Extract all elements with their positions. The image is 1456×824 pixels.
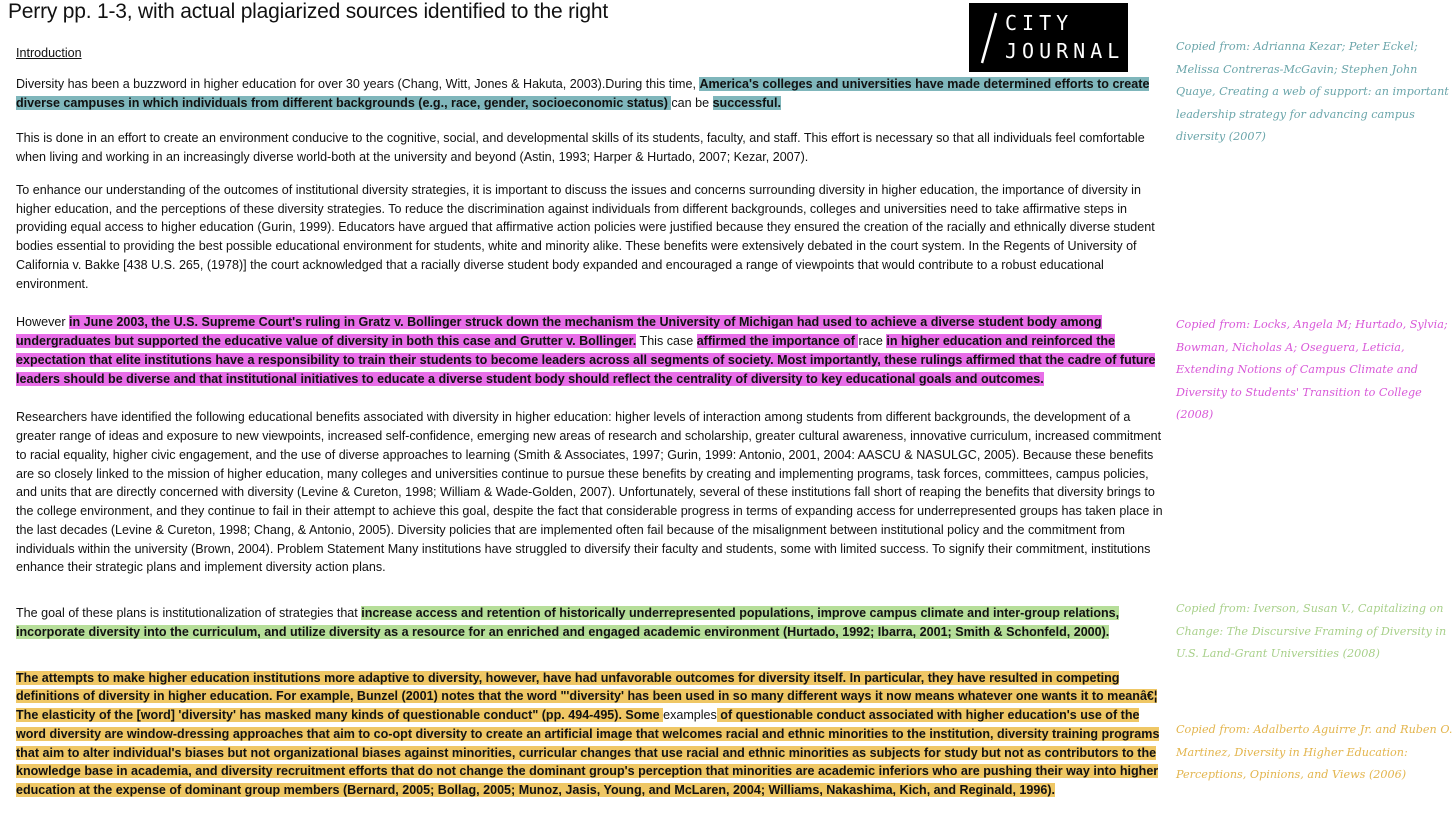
page-title: Perry pp. 1-3, with actual plagiarized sources identified to the right: [8, 0, 608, 23]
paragraph-5: Researchers have identified the following educational benefits associated with diversity in higher education: higher levels of interaction among students from different backgrounds, the development of a greater range of ideas and exposure to new viewpoints, increased self-confidence, emerging new areas of research and scholarship, greater cultural awareness, innovative curriculum, increased commitment to racial equality, higher civic engagement, and the use of diverse approaches to learning (Smith & Associates, 1997; Gurin, 1999: Antonio, 2001, 2004: AASCU & NASULGC, 2005). Because these benefits are so closely linked to the mission of higher education, many colleges and universities continue to pursue these benefits by creating and implementing programs, task forces, committees, campus policies, and units that are directly concerned with diversity (Levine & Cureton, 1998; William & Wade-Golden, 2007). Unfortunately, several of these institutions fall short of reaping the benefits that diversity brings to the college environment, and they continue to fail in their attempt to achieve this goal, despite the fact that considerable progress in terms of expanding access for underrepresented groups has taken place in the last decades (Levine & Cureton, 1998; Chang, & Antonio, 2005). Diversity policies that are implemented often fail because of the misalignment between institutional policy and the commitment from individuals within the university (Brown, 2004). Problem Statement Many institutions have struggled to diversify their faculty and students, some with limited success. To signify their commitment, institutions enhance their strategic plans and implement diversity action plans.: [16, 410, 1163, 575]
p6-text-a: The goal of these plans is institutionalization of strategies that: [16, 606, 362, 620]
paragraph-6: [16, 604, 1163, 642]
p4-highlight-b: affirmed the importance of: [696, 334, 859, 348]
p4-text-c: race: [858, 334, 887, 348]
p1-highlight-b: successful.: [712, 95, 781, 110]
p7-highlight-b: of questionable conduct associated with higher education's use of the word diversity are window-dressing approaches that aim to co-opt diversity to create an artificial image that welcomes racial and ethnic minorities to the institution, diversity training programs that aim to alter individual's biases but not organizational biases against minorities, curricular changes that use racial and ethnic minorities as subjects for study but not as contributors to the knowledge base in academia, and diversity recruitment efforts that do not change the dominant group's perception that minorities are academic inferiors who are pushing their way into higher education at the expense of dominant group members (Bernard, 2005; Bollag, 2005; Munoz, Jasis, Young, and McLaren, 2004; Williams, Nakashima, Kich, and Reginald, 1996).: [16, 708, 1160, 797]
source-note-magenta: Copied from: Locks, Angela M; Hurtado, Sylvia; Bowman, Nicholas A; Oseguera, Leticia, Extending Notions of Campus Climate and Diversity to Students' Transition to College (2008): [1176, 318, 1448, 421]
p6-highlight-a: increase access and retention of historically underrepresented populations, improve campus climate and inter-group relations, incorporate diversity into the curriculum, and utilize diversity as a resource for an enriched and engaged academic environment (Hurtado, 1992; Ibarra, 2001; Smith & Schonfeld, 2000).: [16, 606, 1120, 639]
p1-text-b: can be: [671, 95, 713, 110]
source-note-yellow: Copied from: Adalberto Aguirre Jr. and Ruben O. Martinez, Diversity in Higher Education: Perceptions, Opinions, and Views (2006): [1176, 723, 1453, 781]
p7-highlight-a: The attempts to make higher education institutions more adaptive to diversity, however, have had unfavorable outcomes for diversity itself. In particular, they have resulted in competing definitions of diversity in higher education. For example, Bunzel (2001) notes that the word "'diversity' has been used in so many different ways it now means whatever one wants it to meanâ€¦ The elasticity of the [word] 'diversity' has masked many kinds of questionable conduct" (pp. 494-495). Some: [16, 670, 1158, 722]
paragraph-3: To enhance our understanding of the outcomes of institutional diversity strategies, it is important to discuss the issues and concerns surrounding diversity in higher education, the importance of diversity in higher education, and the perceptions of these diversity strategies. To reduce the discrimination against individuals from different backgrounds, colleges and universities need to take affirmative steps in providing equal access to higher education (Gurin, 1999). Educators have argued that affirmative action policies were justified because they ensured the creation of the racially and ethnically diverse student bodies essential to providing the best possible educational environment for students, white and minority alike. These benefits were extensively debated in the court system. In the Regents of University of California v. Bakke [438 U.S. 265, (1978)] the court acknowledged that a racially diverse student body expanded and encouraged a range of viewpoints that would contribute to a robust educational environment.: [16, 182, 1155, 291]
logo-line-city: CITY: [1005, 11, 1074, 35]
paragraph-1: [16, 75, 1163, 113]
paragraph-7: [16, 669, 1163, 800]
source-note-green: Copied from: Iverson, Susan V., Capitalizing on Change: The Discursive Framing of Diversity in U.S. Land-Grant Universities (2008): [1176, 602, 1447, 660]
source-note-teal: Copied from: Adrianna Kezar; Peter Eckel; Melissa Contreras-McGavin; Stephen John Quaye, Creating a web of support: an important leadership strategy for advancing campus diversity (2007): [1176, 40, 1449, 143]
intro-heading: Introduction: [16, 46, 82, 60]
p1-text-a: Diversity has been a buzzword in higher education for over 30 years (Chang, Witt, Jones & Hakuta, 2003).During this time,: [16, 76, 700, 91]
document-body: [16, 44, 1163, 800]
paragraph-2: This is done in an effort to create an environment conducive to the cognitive, social, and developmental skills of its students, faculty, and staff. This effort is necessary so that all individuals feel comfortable when living and working in an increasingly diverse world-both at the university and beyond (Astin, 1993; Harper & Hurtado, 2007; Kezar, 2007).: [16, 131, 1145, 164]
paragraph-4: [16, 313, 1163, 388]
p7-text-a: examples: [663, 708, 717, 722]
p4-text-b: This case: [636, 334, 697, 348]
logo-line-journal: JOURNAL: [1005, 39, 1125, 63]
p4-highlight-a: in June 2003, the U.S. Supreme Court's ruling in Gratz v. Bollinger struck down the mechanism the University of Michigan had used to achieve a diverse student body among undergraduates but supported the educative value of diversity in both this case and Grutter v. Bollinger.: [16, 315, 1102, 348]
p1-highlight-a: America's colleges and universities have made determined efforts to create diverse campuses in which individuals from different backgrounds (e.g., race, gender, socioeconomic status): [16, 76, 1150, 110]
p4-highlight-c: in higher education and reinforced the expectation that elite institutions have a responsibility to train their students to become leaders across all segments of society. Most importantly, these rulings affirmed that the cadre of future leaders should be diverse and that institutional initiatives to educate a diverse student body should reflect the centrality of diversity to key educational goals and outcomes.: [16, 334, 1156, 386]
p4-text-a: However: [16, 315, 69, 330]
